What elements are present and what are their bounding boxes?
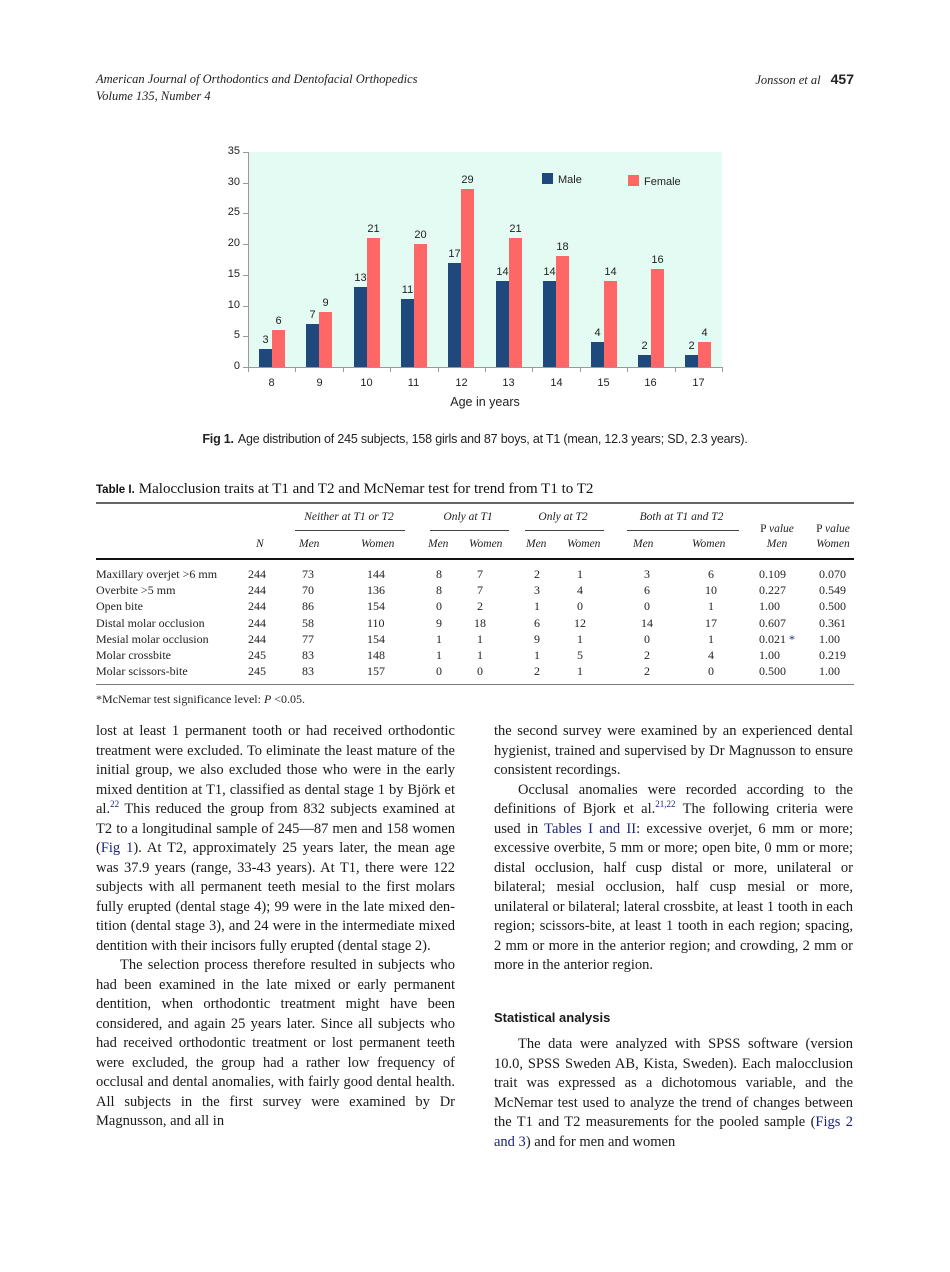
table-row	[96, 616, 854, 632]
female-value-label: 20	[414, 229, 427, 241]
cell-t2-w: 4	[577, 583, 583, 598]
cell-both-w: 1	[708, 599, 714, 614]
cell-t2-m: 1	[534, 599, 540, 614]
journal-volume: Volume 135, Number 4	[96, 89, 211, 103]
cell-trait: Distal molar occlusion	[96, 615, 205, 630]
figure-caption-text: Age distribution of 245 subjects, 158 girls and 87 boys, at T1 (mean, 12.3 years; SD, 2.3 years).	[237, 432, 748, 446]
cell-t1-w: 1	[477, 648, 483, 662]
table-title-text: Malocclusion traits at T1 and T2 and McNemar test for trend from T1 to T2	[138, 481, 594, 497]
female-bar	[556, 256, 569, 367]
cell-t1-w: 0	[477, 664, 483, 679]
female-value-label: 21	[509, 223, 522, 235]
cell-both-m: 0	[644, 599, 650, 614]
female-value-label: 9	[322, 297, 329, 309]
cell-both-m: 2	[644, 664, 650, 679]
y-tick	[243, 152, 248, 153]
cell-t2-w: 5	[577, 648, 583, 662]
male-value-label: 3	[262, 334, 269, 346]
col-neither-women: Women	[361, 538, 395, 550]
cell-neither-w: 154	[367, 631, 385, 646]
y-tick-label: 15	[227, 268, 240, 280]
cell-t2-m: 9	[534, 631, 540, 646]
table-row	[96, 567, 854, 583]
table-row	[96, 583, 854, 599]
y-tick	[243, 306, 248, 307]
cell-both-w: 0	[708, 664, 714, 679]
col-neither-men: Men	[299, 538, 320, 550]
cell-p-m: 0.500	[759, 664, 786, 679]
cell-neither-w: 157	[367, 664, 385, 679]
cell-t1-m: 8	[436, 583, 442, 598]
legend-male-swatch	[542, 173, 553, 184]
cell-t2-w: 1	[577, 631, 583, 646]
cell-neither-w: 110	[367, 615, 385, 630]
age-distribution-chart	[0, 0, 950, 420]
male-bar	[401, 299, 414, 367]
cell-p-m: 0.021	[759, 631, 786, 646]
citation-link[interactable]: 21,22	[655, 799, 676, 810]
table-row	[96, 664, 854, 680]
cell-t1-m: 0	[436, 599, 442, 614]
female-value-label: 21	[367, 223, 380, 235]
col-both-men: Men	[633, 538, 654, 550]
cell-t1-m: 1	[436, 648, 442, 662]
legend-female	[628, 175, 681, 188]
cell-t1-w: 2	[477, 599, 483, 614]
col-pvalue-women: P value Women	[816, 523, 850, 550]
cell-p-w: 1.00	[819, 664, 840, 679]
col-n-header: N	[256, 538, 264, 550]
cell-trait: Overbite >5 mm	[96, 583, 176, 598]
table-row	[96, 632, 854, 648]
male-value-label: 17	[448, 248, 461, 260]
x-tick-label: 16	[644, 377, 657, 389]
male-value-label: 2	[688, 340, 695, 352]
female-bar	[414, 244, 427, 367]
cell-neither-m: 86	[302, 599, 314, 614]
col-pvalue-men: P value Men	[760, 523, 794, 550]
x-tick-label: 9	[316, 377, 323, 389]
cell-both-w: 6	[708, 567, 714, 581]
male-value-label: 11	[401, 284, 414, 296]
cell-t1-m: 1	[436, 631, 442, 646]
cell-trait: Molar crossbite	[96, 648, 171, 662]
cell-t2-m: 3	[534, 583, 540, 598]
cell-n: 244	[248, 599, 266, 614]
cell-neither-m: 83	[302, 664, 314, 679]
cell-t2-m: 2	[534, 664, 540, 679]
female-bar	[604, 281, 617, 367]
group-header-both: Both at T1 and T2	[639, 511, 724, 523]
female-bar	[272, 330, 285, 367]
section-heading: Statistical analysis	[494, 1009, 611, 1025]
female-value-label: 14	[604, 266, 617, 278]
figure-link[interactable]: Fig 1	[100, 840, 134, 856]
significance-marker: *	[789, 631, 795, 646]
table-row	[96, 648, 854, 664]
y-tick	[243, 275, 248, 276]
table-title	[96, 481, 593, 498]
cell-n: 245	[248, 664, 266, 679]
cell-both-m: 3	[644, 567, 650, 581]
header-authors: Jonsson et al	[755, 73, 821, 87]
male-bar	[354, 287, 367, 367]
cell-t1-w: 1	[477, 631, 483, 646]
cell-both-m: 2	[644, 648, 650, 662]
cell-trait: Open bite	[96, 599, 143, 614]
col-t1-men: Men	[428, 538, 449, 550]
citation-link[interactable]: 22	[110, 799, 120, 810]
y-tick-label: 0	[233, 360, 240, 372]
male-bar	[591, 342, 604, 367]
cell-both-m: 14	[641, 615, 653, 630]
group-rule	[295, 530, 405, 531]
male-value-label: 13	[354, 272, 367, 284]
cell-p-w: 0.500	[819, 599, 846, 614]
male-bar	[448, 263, 461, 367]
col-t2-women: Women	[567, 538, 601, 550]
female-bar	[509, 238, 522, 367]
y-tick-label: 25	[227, 206, 240, 218]
cell-both-m: 6	[644, 583, 650, 598]
y-tick-label: 30	[227, 176, 240, 188]
cell-both-w: 1	[708, 631, 714, 646]
cell-p-w: 0.219	[819, 648, 846, 662]
cell-n: 244	[248, 631, 266, 646]
group-rule	[525, 530, 604, 531]
cell-t1-m: 0	[436, 664, 442, 679]
cell-neither-m: 73	[302, 567, 314, 581]
table-header-rule	[96, 558, 854, 560]
cell-neither-w: 148	[367, 648, 385, 662]
male-bar	[543, 281, 556, 367]
cell-p-m: 0.227	[759, 583, 786, 598]
male-bar	[638, 355, 651, 367]
male-value-label: 2	[641, 340, 648, 352]
male-bar	[259, 349, 272, 367]
cell-both-w: 17	[705, 615, 717, 630]
x-tick-label: 11	[407, 377, 420, 389]
x-axis-title: Age in years	[450, 395, 520, 409]
cell-t2-w: 1	[577, 567, 583, 581]
female-value-label: 18	[556, 241, 569, 253]
legend-male-label: Male	[558, 174, 582, 186]
paragraph: The data were analyzed with SPSS software (version 10.0, SPSS Sweden AB, Kista, Sweden). Each malocclusion trait was expressed as a dichotomous variable, and the McNemar test used to analyze the trend of changes between the T1 and T2 measurements for the pooled sample (Figs 2 and 3) and for men and women	[494, 1036, 853, 1150]
y-axis	[248, 152, 249, 367]
cell-p-m: 0.607	[759, 615, 786, 630]
body-column-left	[96, 722, 455, 1132]
group-rule	[430, 530, 509, 531]
male-value-label: 7	[309, 309, 316, 321]
x-tick	[580, 367, 581, 372]
paragraph: The selection process therefore resulted in subjects who had been examined in the late mixed or early permanent dentition, when orthodontic treatment might have been considered, and again 25 years later. Since all subjects who had received orthodontic treatment or lost permanent teeth were excluded, the group had a rather low frequency of occlusal and dental anomalies, with fairly good dental health. All subjects in the first survey were examined by Dr Magnusson, and all in	[96, 957, 455, 1129]
y-tick-label: 35	[227, 145, 240, 157]
cell-n: 244	[248, 615, 266, 630]
cell-p-w: 0.070	[819, 567, 846, 581]
x-tick-label: 13	[502, 377, 515, 389]
female-bar	[319, 312, 332, 367]
cell-p-m: 0.109	[759, 567, 786, 581]
cell-p-w: 1.00	[819, 631, 840, 646]
cell-p-w: 0.361	[819, 615, 846, 630]
cell-neither-w: 136	[367, 583, 385, 598]
group-header-neither: Neither at T1 or T2	[304, 511, 394, 523]
y-tick-label: 20	[227, 237, 240, 249]
x-tick	[390, 367, 391, 372]
cell-p-m: 1.00	[759, 648, 780, 662]
paragraph: Occlusal anomalies were recorded according to the definitions of Bjork et al.$^{21,22}$ The following criteria were used in Tables I and II: excessive overjet, 6 mm or more; excessive overbite, 5 mm or more; open bite, 0 mm or more; distal occlusion, half cusp distal or more, unilateral or bilateral; mesial occlusion, half cusp mesial or more, unilateral or bilateral; lateral crossbite, at least 1 tooth in each region; scissors-bite, at least 1 tooth in each region; spacing, 2 mm or more in the anterior region; and crowding, 2 mm or more in the anterior region.	[494, 781, 854, 973]
paragraph: lost at least 1 permanent tooth or had received orthodontic treatment were excluded. To eliminate the least mature of the initial group, we also excluded those who were in the early mixed dentition at T1, classified as dental stage 1 by Björk et al.$^{22}$ This reduced the group from 832 subjects examined at T2 to a longitudinal sample of 245—87 men and 158 women (Fig 1). At T2, approximately 25 years later, the mean age was 37.9 years (range, 33-43 years). At T1, there were 122 subjects with all permanent teeth mesial to the first molars fully erupted (dental stage 4); 99 were in the late mixed dentition (dental stage 3), and 24 were in the intermediate mixed dentition with their incisors fully erupted (dental stage 2).	[96, 723, 455, 954]
x-tick	[722, 367, 723, 372]
cell-n: 244	[248, 567, 266, 581]
x-tick	[485, 367, 486, 372]
female-value-label: 29	[461, 174, 474, 186]
male-value-label: 14	[543, 266, 556, 278]
figure-caption	[96, 432, 854, 446]
female-bar	[367, 238, 380, 367]
legend-male	[542, 173, 582, 186]
cell-t2-w: 12	[574, 615, 586, 630]
x-tick-label: 14	[550, 377, 563, 389]
cell-n: 244	[248, 583, 266, 598]
cell-p-m: 1.00	[759, 599, 780, 614]
x-tick	[343, 367, 344, 372]
table-bottom-rule	[96, 684, 854, 685]
cell-t1-m: 9	[436, 615, 442, 630]
x-tick-label: 15	[597, 377, 610, 389]
y-tick	[243, 244, 248, 245]
body-column-right	[494, 722, 853, 1152]
male-bar	[306, 324, 319, 367]
cell-neither-w: 144	[367, 567, 385, 581]
cell-p-w: 0.549	[819, 583, 846, 598]
cell-trait: Molar scissors-bite	[96, 664, 188, 679]
cell-neither-m: 83	[302, 648, 314, 662]
page-number: 457	[830, 71, 854, 87]
table-label: Table I.	[96, 484, 135, 496]
legend-female-label: Female	[644, 176, 681, 188]
cell-n: 245	[248, 648, 266, 662]
table-link[interactable]: Tables I and II	[544, 820, 637, 837]
cell-neither-m: 77	[302, 631, 314, 646]
table-footnote: *McNemar test significance level: P <0.05.	[96, 692, 306, 706]
y-tick-label: 5	[233, 329, 240, 341]
group-header-only-t2: Only at T2	[538, 511, 588, 523]
cell-neither-m: 58	[302, 615, 314, 630]
figure-label: Fig 1.	[202, 432, 234, 446]
x-tick	[675, 367, 676, 372]
cell-t1-w: 7	[477, 567, 483, 581]
cell-trait: Maxillary overjet >6 mm	[96, 567, 218, 581]
y-tick	[243, 336, 248, 337]
female-value-label: 4	[701, 327, 708, 339]
cell-t2-m: 1	[534, 648, 540, 662]
table-row	[96, 599, 854, 615]
cell-both-w: 4	[708, 648, 714, 662]
x-tick	[532, 367, 533, 372]
cell-t2-m: 2	[534, 567, 540, 581]
cell-both-w: 10	[705, 583, 717, 598]
x-tick	[248, 367, 249, 372]
col-t2-men: Men	[526, 538, 547, 550]
legend-female-swatch	[628, 175, 639, 186]
cell-neither-w: 154	[367, 599, 385, 614]
cell-t1-w: 7	[477, 583, 483, 598]
male-value-label: 14	[496, 266, 509, 278]
male-bar	[496, 281, 509, 367]
cell-both-m: 0	[644, 631, 650, 646]
cell-t2-m: 6	[534, 615, 540, 630]
cell-t2-w: 0	[577, 599, 583, 614]
female-value-label: 6	[275, 315, 282, 327]
x-tick	[295, 367, 296, 372]
x-tick-label: 17	[692, 377, 705, 389]
female-bar	[698, 342, 711, 367]
y-tick	[243, 183, 248, 184]
col-t1-women: Women	[469, 538, 503, 550]
x-tick	[438, 367, 439, 372]
x-tick-label: 12	[455, 377, 468, 389]
x-tick-label: 10	[360, 377, 373, 389]
x-tick-label: 8	[268, 377, 275, 389]
paragraph: the second survey were examined by an experienced dental hygienist, trained and supervised by Dr Magnusson to ensure consistent recordings.	[494, 723, 853, 778]
male-bar	[685, 355, 698, 367]
group-rule	[627, 530, 739, 531]
cell-neither-m: 70	[302, 583, 314, 598]
table-top-rule	[96, 502, 854, 504]
female-bar	[651, 269, 664, 367]
cell-trait: Mesial molar occlusion	[96, 631, 209, 646]
y-tick	[243, 213, 248, 214]
x-tick	[627, 367, 628, 372]
female-value-label: 16	[651, 254, 664, 266]
journal-title: American Journal of Orthodontics and Dentofacial Orthopedics	[96, 72, 418, 86]
figure-link[interactable]: Figs 2 and 3	[494, 1114, 853, 1150]
y-tick-label: 10	[227, 299, 240, 311]
group-header-only-t1: Only at T1	[443, 511, 493, 523]
male-value-label: 4	[594, 327, 601, 339]
col-both-women: Women	[692, 538, 726, 550]
female-bar	[461, 189, 474, 367]
cell-t2-w: 1	[577, 664, 583, 679]
cell-t1-m: 8	[436, 567, 442, 581]
cell-t1-w: 18	[474, 615, 486, 630]
